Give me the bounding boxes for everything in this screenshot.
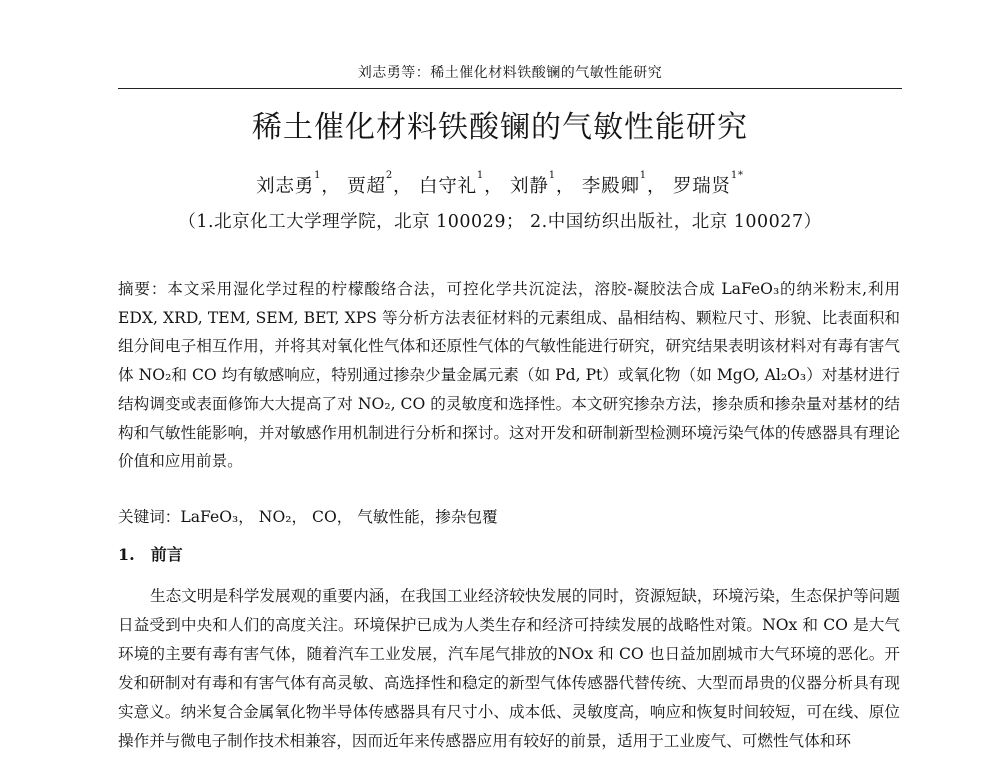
author-name: 白守礼 — [419, 176, 477, 197]
author-1 — [256, 170, 322, 197]
keywords: 关键词：LaFeO₃， NO₂， CO， 气敏性能，掺杂包覆 — [118, 508, 498, 526]
author-4 — [510, 170, 556, 197]
author-name: 刘志勇 — [256, 176, 315, 197]
author-separator: ， — [393, 176, 413, 197]
author-separator: ， — [646, 176, 667, 197]
intro-paragraph: 生态文明是科学发展观的重要内涵，在我国工业经济较快发展的同时，资源短缺，环境污染，生态保护等问题日益受到中央和人们的高度关注。环境保护已成为人类生存和经济可持续发展的战略性对策。NOx 和 CO 是大气环境的主要有毒有害气体，随着汽车工业发展，汽车尾气排放的NOx 和 CO 也日益加剧城市大气环境的恶化。开发和研制对有毒和有害气体有高灵敏、高选择性和稳定的新型气体传感器代替传统、大型而昂贵的仪器分析具有现实意义。纳米复合金属氧化物半导体传感器具有尺寸小、成本低、灵敏度高，响应和恢复时间较短，可在线、原位操作并与微电子制作技术相兼容，因而近年来传感器应用有较好的前景，适用于工业废气、可燃性气体和环 — [118, 587, 900, 750]
author-affiliation-mark: 1 — [476, 170, 485, 181]
affiliation: （1.北京化工大学理学院，北京 100029； 2.中国纺织出版社，北京 100027） — [178, 212, 822, 232]
author-affiliation-mark: 2 — [385, 170, 394, 181]
author-6 — [672, 170, 744, 197]
section-heading — [118, 541, 183, 569]
author-5 — [581, 170, 647, 197]
paper-title: 稀土催化材料铁酸镧的气敏性能研究 — [252, 110, 748, 145]
author-list — [0, 172, 1000, 198]
author-affiliation-mark: 1* — [730, 170, 744, 181]
header-rule — [118, 88, 902, 89]
author-name: 罗瑞贤 — [672, 176, 731, 197]
author-name: 李殿卿 — [581, 176, 640, 197]
author-separator: ， — [321, 176, 341, 197]
abstract: 摘要：本文采用湿化学过程的柠檬酸络合法，可控化学共沉淀法，溶胶-凝胶法合成 LaFeO₃的纳米粉末,利用 EDX, XRD, TEM, SEM, BET, XPS 等分析方法表征材料的元素组成、晶相结构、颗粒尺寸、形貌、比表面积和组分间电子相互作用，并将其对氧化性气体和还原性气体的气敏性能进行研究，研究结果表明该材料对有毒有害气体 NO₂和 CO 均有敏感响应，特别通过掺杂少量金属元素（如 Pd, Pt）或氧化物（如 MgO, Al₂O₃）对基材进行结构调变或表面修饰大大提高了对 NO₂, CO 的灵敏度和选择性。本文研究掺杂方法，掺杂质和掺杂量对基材的结构和气敏性能影响，并对敏感作用机制进行分析和探讨。这对开发和研制新型检测环境污染气体的传感器具有理论价值和应用前景。 — [118, 280, 900, 471]
author-name: 刘静 — [510, 176, 549, 197]
author-separator: ， — [555, 176, 576, 197]
author-affiliation-mark: 1 — [548, 170, 556, 181]
author-3 — [419, 170, 485, 197]
section-title: 前言 — [150, 545, 183, 564]
running-header: 刘志勇等：稀土催化材料铁酸镧的气敏性能研究 — [357, 65, 663, 81]
section-number: 1. — [118, 545, 135, 564]
author-separator: ， — [484, 176, 504, 197]
author-2 — [347, 170, 394, 197]
author-affiliation-mark: 1 — [314, 170, 322, 181]
author-name: 贾超 — [347, 176, 386, 197]
author-affiliation-mark: 1 — [639, 170, 647, 181]
